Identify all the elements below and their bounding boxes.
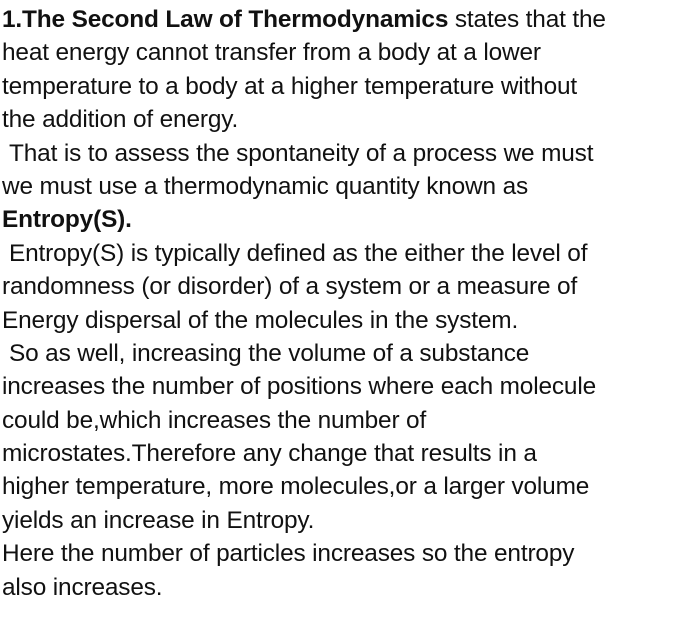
text-fragment: states that the	[448, 6, 606, 33]
text-line: Energy dispersal of the molecules in the system.	[2, 306, 519, 334]
list-number: 1.The	[2, 6, 72, 33]
text-line: also increases.	[2, 573, 163, 601]
text-line: Entropy(S) is typically defined as the either the level of	[9, 239, 588, 267]
paragraph-volume-microstates	[2, 337, 700, 537]
text-line: the addition of energy.	[2, 106, 239, 134]
text-line: higher temperature, more molecules,or a larger volume	[2, 473, 590, 501]
text-line: So as well, increasing the volume of a substance	[9, 339, 530, 367]
text-line: Here the number of particles increases so the entropy	[2, 540, 575, 568]
text-line	[2, 3, 700, 36]
text-line: we must use a thermodynamic quantity known as	[2, 172, 529, 200]
paragraph-second-law	[2, 3, 700, 137]
bold-term-second-law: Second Law of Thermodynamics	[71, 6, 449, 33]
text-line: microstates.Therefore any change that results in a	[2, 440, 537, 468]
text-line: could be,which increases the number of	[2, 406, 427, 434]
text-line: increases the number of positions where each molecule	[2, 373, 597, 401]
text-line: temperature to a body at a higher temperature without	[2, 72, 578, 100]
bold-term-entropy: Entropy(S).	[2, 206, 132, 234]
paragraph-entropy-definition	[2, 237, 700, 337]
paragraph-spontaneity	[2, 137, 700, 237]
text-line: That is to assess the spontaneity of a process we must	[9, 139, 594, 167]
text-line: randomness (or disorder) of a system or a measure of	[2, 273, 578, 301]
paragraph-conclusion	[2, 537, 700, 604]
text-line: heat energy cannot transfer from a body at a lower	[2, 39, 541, 67]
text-line: yields an increase in Entropy.	[2, 506, 315, 534]
